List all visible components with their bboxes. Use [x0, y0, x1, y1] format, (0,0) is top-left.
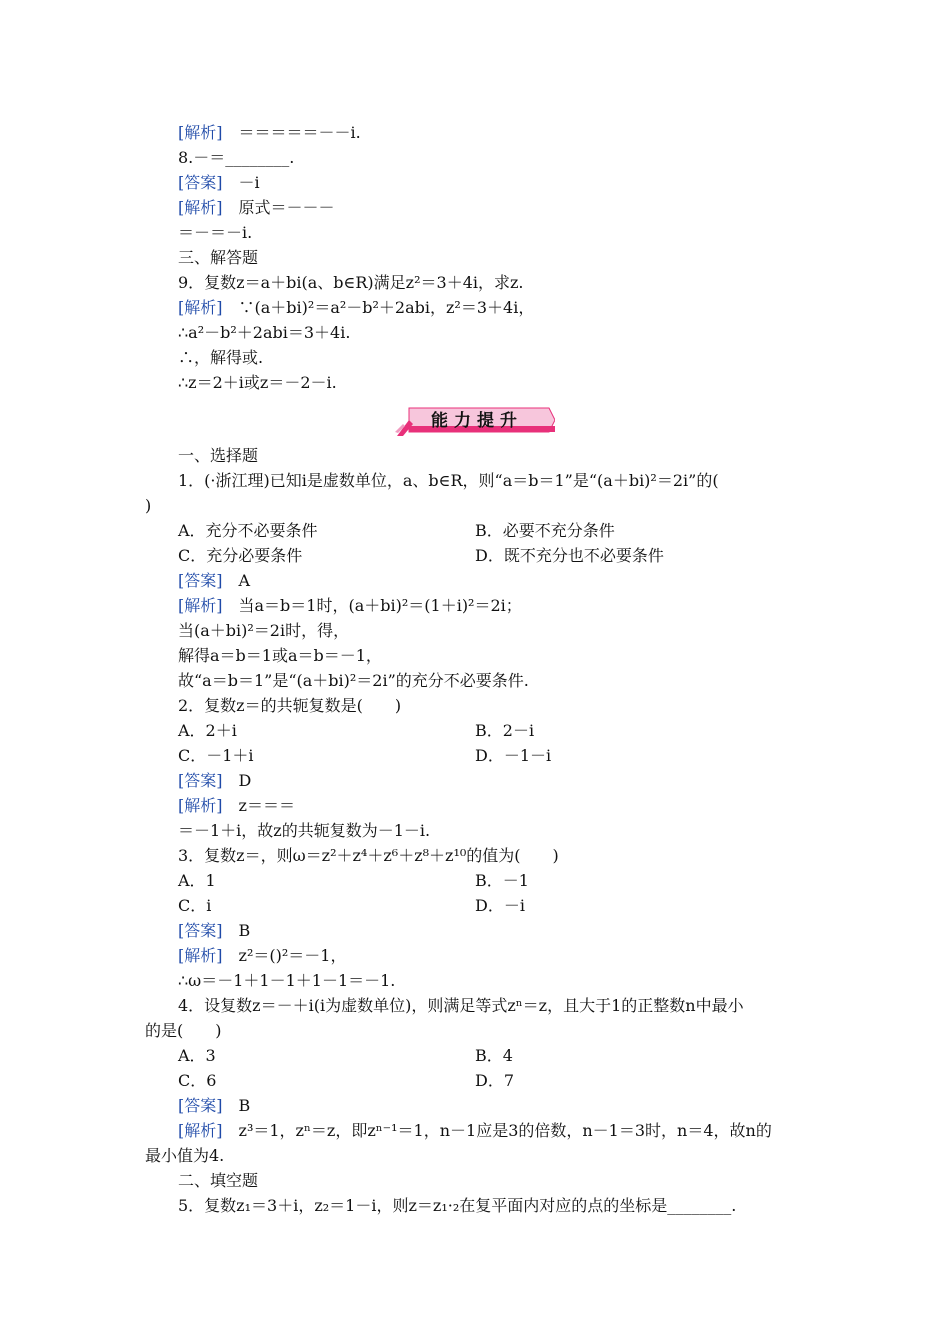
text-line: ∴，解得或.: [178, 348, 264, 367]
option-d: D．－1－i: [475, 746, 552, 765]
analysis-line: [178, 945, 346, 967]
option-a: A．2＋i: [178, 721, 237, 740]
question-3: 3．复数z＝，则ω＝z²＋z⁴＋z⁶＋z⁸＋z¹⁰的值为( ): [178, 846, 559, 865]
option-c: C．i: [178, 896, 212, 915]
analysis-tag: [解析]: [178, 1121, 223, 1140]
answer-tag: [答案]: [178, 1096, 223, 1115]
banner-title: 能力提升: [431, 411, 523, 431]
question-4-cont: 的是( ): [145, 1021, 222, 1040]
answer-line: [178, 172, 260, 194]
analysis-line: [178, 1120, 772, 1142]
question-1-cont: ): [145, 496, 152, 515]
analysis-tag: [解析]: [178, 796, 223, 815]
option-a: A．充分不必要条件: [178, 521, 318, 540]
analysis-tag: [解析]: [178, 198, 223, 217]
section-banner: [395, 402, 555, 438]
text: z²＝()²＝－1，: [238, 946, 347, 965]
section-heading: 二、填空题: [178, 1171, 259, 1190]
answer-line: [178, 1095, 250, 1117]
analysis-line: [178, 795, 295, 817]
option-b: B．2－i: [475, 721, 535, 740]
text: B: [238, 921, 251, 940]
analysis-tag: [解析]: [178, 596, 223, 615]
question-5: 5．复数z₁＝3＋i，z₂＝1－i，则z＝z₁·₂在复平面内对应的点的坐标是________.: [178, 1196, 737, 1215]
text-line: ∴ω＝－1＋1－1＋1－1＝－1.: [178, 971, 396, 990]
analysis-tag: [解析]: [178, 123, 223, 142]
analysis-tag: [解析]: [178, 298, 223, 317]
text-line: 解得a＝b＝1或a＝b＝－1，: [178, 646, 382, 665]
option-d: D．既不充分也不必要条件: [475, 546, 664, 565]
answer-line: [178, 770, 251, 792]
text: 原式＝－－－: [238, 198, 335, 217]
text-line: ＝－＝－i.: [178, 223, 253, 242]
text: 当a＝b＝1时，(a＋bi)²＝(1＋i)²＝2i；: [238, 596, 522, 615]
analysis-line: [178, 297, 534, 319]
analysis-tag: [解析]: [178, 946, 223, 965]
option-a: A．3: [178, 1046, 216, 1065]
section-heading: 三、解答题: [178, 248, 259, 267]
text-line: ＝－1＋i，故z的共轭复数为－1－i.: [178, 821, 431, 840]
question-1: 1．(·浙江理)已知i是虚数单位，a、b∈R，则“a＝b＝1”是“(a＋bi)²＝2i”的(: [178, 471, 719, 490]
text: D: [238, 771, 252, 790]
text-line: ∴z＝2＋i或z＝－2－i.: [178, 373, 337, 392]
answer-tag: [答案]: [178, 921, 223, 940]
option-a: A．1: [178, 871, 216, 890]
answer-tag: [答案]: [178, 771, 223, 790]
text-line: 故“a＝b＝1”是“(a＋bi)²＝2i”的充分不必要条件.: [178, 671, 529, 690]
answer-line: [178, 920, 250, 942]
text: B: [238, 1096, 251, 1115]
text: z³＝1，zⁿ＝z，即zⁿ⁻¹＝1，n－1应是3的倍数，n－1＝3时，n＝4，故n的: [238, 1121, 772, 1140]
text: －i: [238, 173, 260, 192]
text-line: 当(a＋bi)²＝2i时，得，: [178, 621, 350, 640]
question-8: 8.－＝________.: [178, 148, 295, 167]
option-d: D．－i: [475, 896, 525, 915]
text-line: ∴a²－b²＋2abi＝3＋4i.: [178, 323, 351, 342]
option-c: C．充分必要条件: [178, 546, 303, 565]
question-4: 4．设复数z＝－＋i(i为虚数单位)，则满足等式zⁿ＝z，且大于1的正整数n中最小: [178, 996, 744, 1015]
question-9: 9．复数z＝a＋bi(a、b∈R)满足z²＝3＋4i，求z.: [178, 273, 524, 292]
option-b: B．必要不充分条件: [475, 521, 615, 540]
question-2: 2．复数z＝的共轭复数是( ): [178, 696, 402, 715]
analysis-line: [178, 122, 361, 144]
option-c: C．－1＋i: [178, 746, 254, 765]
option-d: D．7: [475, 1071, 515, 1090]
answer-line: [178, 570, 250, 592]
analysis-line: [178, 595, 522, 617]
option-b: B．－1: [475, 871, 529, 890]
answer-tag: [答案]: [178, 571, 223, 590]
text: ∵(a＋bi)²＝a²－b²＋2abi，z²＝3＋4i，: [238, 298, 535, 317]
section-heading: 一、选择题: [178, 446, 259, 465]
text-line: 最小值为4.: [145, 1146, 225, 1165]
answer-tag: [答案]: [178, 173, 223, 192]
option-b: B．4: [475, 1046, 513, 1065]
text: ＝＝＝＝＝－－i.: [238, 123, 361, 142]
text: z＝＝＝: [238, 796, 295, 815]
analysis-line: [178, 197, 335, 219]
option-c: C．6: [178, 1071, 217, 1090]
text: A: [238, 571, 251, 590]
